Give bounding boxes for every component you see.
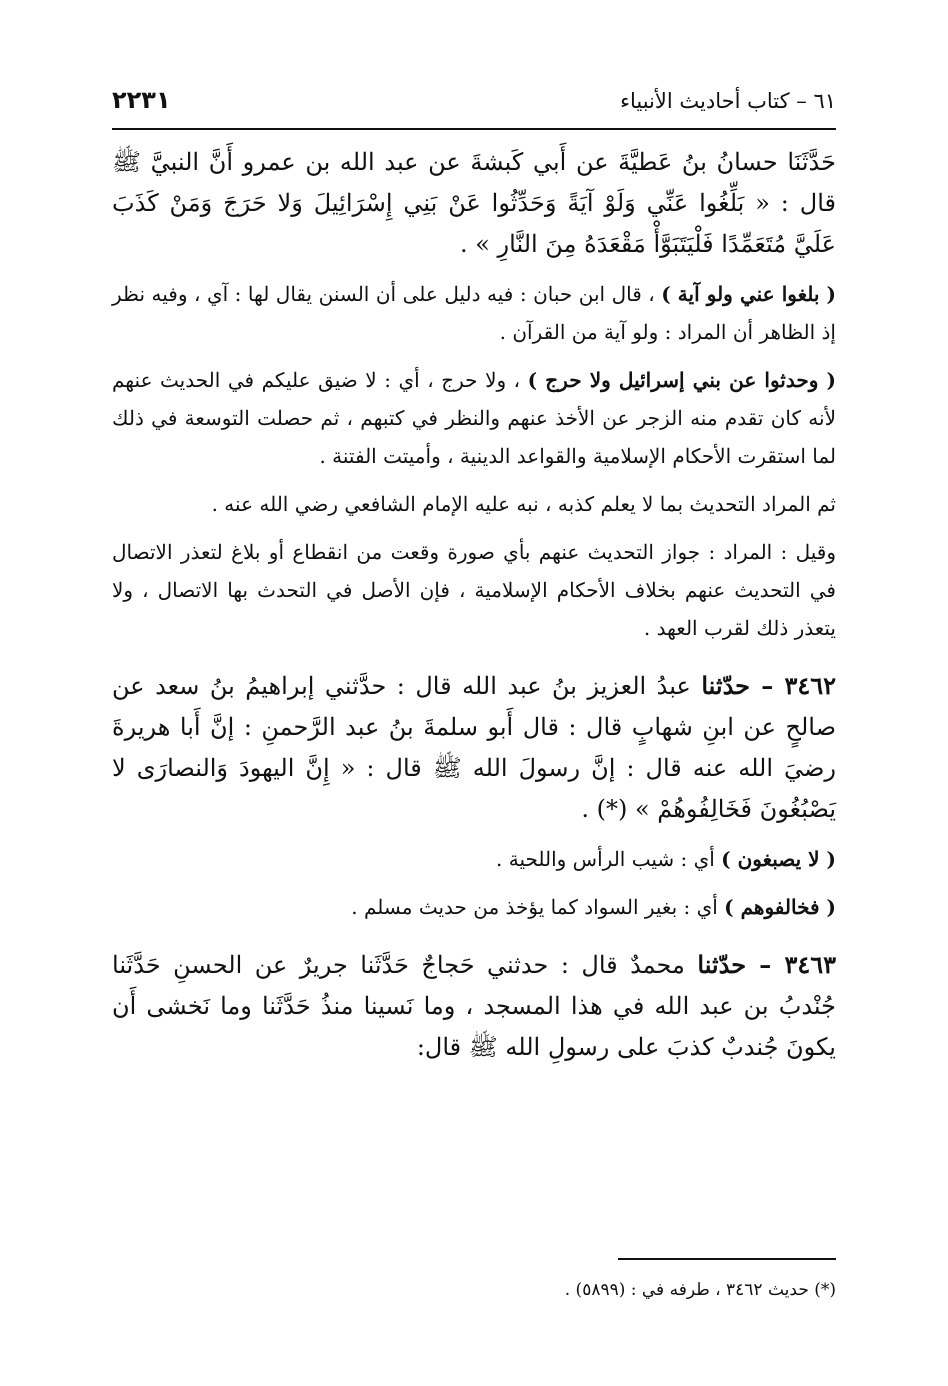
chapter-title: ٦١ – كتاب أحاديث الأنبياء (620, 89, 836, 113)
hadith-text: محمدٌ قال : حدثني حَجاجٌ حَدَّثَنا جريرٌ عن الحسنِ حَدَّثَنا جُنْدبُ بن عبد الله في هذا المسجد ، وما نَسينا منذُ حَدَّثَنا وما نَخشى أَن يكونَ جُندبٌ كذبَ على رسولِ الله ﷺ قال: (112, 951, 836, 1061)
commentary-text: ، قال ابن حبان : فيه دليل على أن السنن يقال لها : آي ، وفيه نظر إذ الظاهر أن المراد : ولو آية من القرآن . (112, 282, 836, 344)
footnote: (*) حديث ٣٤٦٢ ، طرفه في : (٥٨٩٩) . (564, 1280, 836, 1300)
commentary-lemma: ( فخالفوهم ) (724, 895, 836, 919)
hadith-text: حَدَّثَنَا حسانُ بنُ عَطيَّةَ عن أَبي كَبشةَ عن عبد الله بن عمرو أَنَّ النبيَّ ﷺ قال : « بَلِّغُوا عَنِّي وَلَوْ آيَةً وَحَدِّثُوا عَنْ بَنِي إِسْرَائِيلَ وَلا حَرَجَ وَمَنْ كَذَبَ عَلَيَّ مُتَعَمِّدًا فَلْيَتَبَوَّأْ مَقْعَدَهُ مِنَ النَّارِ » . (112, 148, 836, 258)
hadith-3462 (112, 665, 836, 830)
commentary-paragraph (112, 888, 836, 926)
commentary-paragraph (112, 533, 836, 647)
book-page (112, 86, 836, 1068)
commentary-paragraph (112, 485, 836, 523)
footnote-divider (618, 1258, 836, 1260)
commentary-paragraph (112, 840, 836, 878)
hadith-number: ٣٤٦٢ – حدّثنا (701, 671, 836, 700)
commentary-paragraph (112, 361, 836, 475)
commentary-text: ، ولا حرج ، أي : لا ضيق عليكم في الحديث عنهم لأنه كان تقدم منه الزجر عن الأخذ عنهم والنظر في كتبهم ، ثم حصلت التوسعة في ذلك لما استقرت الأحكام الإسلامية والقواعد الدينية ، وأميتت الفتنة . (112, 368, 836, 468)
hadith-3463 (112, 944, 836, 1068)
commentary-text: ثم المراد التحديث بما لا يعلم كذبه ، نبه عليه الإمام الشافعي رضي الله عنه . (211, 492, 836, 516)
hadith-3461-continuation (112, 142, 836, 265)
commentary-text: وقيل : المراد : جواز التحديث عنهم بأي صورة وقعت من انقطاع أو بلاغ لتعذر الاتصال في التحديث عنهم بخلاف الأحكام الإسلامية ، فإن الأصل في التحدث بها الاتصال ، ولا يتعذر ذلك لقرب العهد . (112, 540, 836, 640)
hadith-number: ٣٤٦٣ – حدّثنا (697, 950, 836, 979)
commentary-lemma: ( لا يصبغون ) (721, 847, 836, 871)
hadith-text: عبدُ العزيز بنُ عبد الله قال : حدَّثني إبراهيمُ بنُ سعد عن صالحٍ عن ابنِ شهابٍ قال : قال أَبو سلمةَ بنُ عبد الرَّحمنِ : إنَّ أَبا هريرةَ رضيَ الله عنه قال : إنَّ رسولَ الله ﷺ قال : « إِنَّ اليهودَ وَالنصارَى لا يَصْبُغُونَ فَخَالِفُوهُمْ » (*) . (112, 672, 836, 823)
commentary-text: أي : بغير السواد كما يؤخذ من حديث مسلم . (351, 895, 725, 919)
commentary-lemma: ( وحدثوا عن بني إسرائيل ولا حرج ) (527, 368, 836, 392)
page-number: ٢٢٣١ (112, 86, 171, 114)
page-header (112, 86, 836, 130)
commentary-lemma: ( بلغوا عني ولو آية ) (661, 282, 836, 306)
commentary-paragraph (112, 275, 836, 351)
page-body (112, 142, 836, 1068)
commentary-text: أي : شيب الرأس واللحية . (496, 847, 722, 871)
